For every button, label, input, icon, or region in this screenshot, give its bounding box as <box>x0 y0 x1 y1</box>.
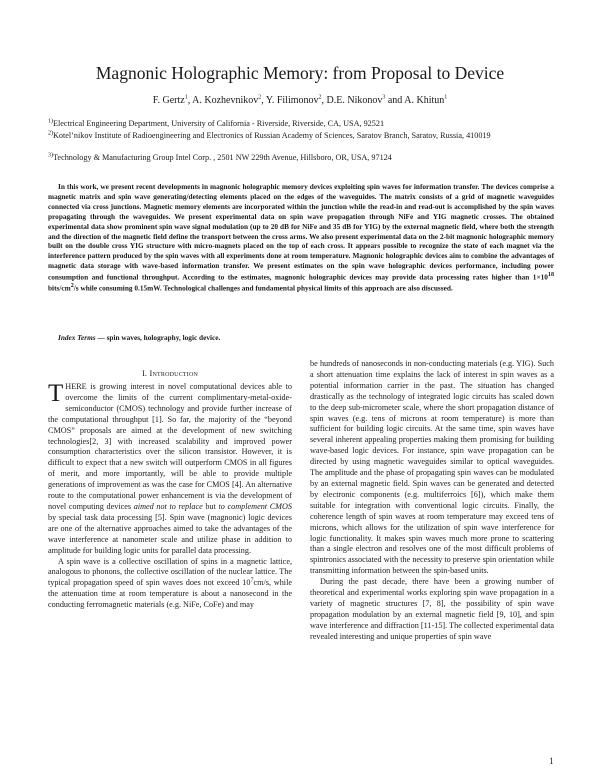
paper-title: Magnonic Holographic Memory: from Proposal to Device <box>95 63 505 83</box>
right-paragraph-1: be hundreds of nanoseconds in non-conducting materials (e.g. YIG). Such a short attenuation time explains the lack of interest in spin waves as a potential information carrier in the past. The situation has changed drastically as the technology of integrated logic circuits has scaled down to the deep sub-micrometer scale, where the short propagation distance of spin waves (e.g. tens of microns at room temperature) is more than sufficient for building logic circuits. At the same time, spin waves have several inherent appealing properties making them promising for building wave-based logic devices. For instance, spin wave propagation can be directed by using magnetic waveguides similar to optical waveguides. The amplitude and the phase of propagating spin waves can be modulated by an external magnetic field. Spin waves can be generated and detected by electronic components (e.g. multiferroics [6]), which make them suitable for integration with conventional logic circuits. Finally, the coherence length of spin waves at room temperature may exceed tens of microns, which allows for the utilization of spin wave interference for logic functionality. It makes spin waves much more prone to scattering than a single electron and resolves one of the most difficult problems of spintronics associated with the necessity to preserve spin orientation while transmitting information between the spin-based units. <box>310 359 554 576</box>
drop-cap: T <box>48 380 64 407</box>
right-column <box>310 359 554 643</box>
author: A. Kozhevnikov$^2$, <box>192 94 266 106</box>
author-list <box>0 94 600 107</box>
left-column <box>48 366 292 611</box>
author: Y. Filimonov$^2$, <box>265 94 327 106</box>
page-number: 1 <box>549 756 554 766</box>
affiliation-3: $^{3)}$Technology & Manufacturing Group Intel Corp. , 2501 NW 229th Avenue, Hillsboro, OR, USA, 97124 <box>48 152 392 162</box>
affiliation-1: $^{1)}$Electrical Engineering Department, University of California - Riverside, Riverside, CA, USA, 92521 <box>48 118 385 128</box>
affiliation-2: $^{2)}$Kotel’nikov Institute of Radioengineering and Electronics of Russian Academy of Sciences, Saratov Branch, Saratov, Russia, 410019 <box>48 130 491 140</box>
index-terms: Index Terms — spin waves, holography, logic device. <box>58 333 221 342</box>
author: F. Gertz$^1$, <box>152 94 193 106</box>
intro-paragraph-1: THERE is growing interest in novel computational devices able to overcome the limits of the current complimentary-metal-oxide-semiconductor (CMOS) technology and provide further increase of the computational throughput [1]. So far, the majority of the “beyond CMOS” proposals are aimed at the development of new switching technologies[2, 3] with increased scalability and improved power consumption characteristics over the silicon transistor. However, it is difficult to expect that a new switch will outperform CMOS in all figures of merit, and more importantly, will be able to provide multiple generations of improvement as was the case for CMOS [4]. An alternative route to the computational power enhancement is via the development of novel computing devices aimed not to replace but to complement CMOS by special task data processing [5]. Spin wave (magnonic) logic devices are one of the alternative approaches aimed to take the advantages of the wave interference at nanometer scale and utilize phase in addition to amplitude for building logic units for parallel data processing. <box>48 380 293 555</box>
author: D.E. Nikonov$^3$ and <box>326 94 405 106</box>
abstract: In this work, we present recent developments in magnonic holographic memory devices exploiting spin waves for information transfer. The devices comprise a magnetic matrix and spin wave generating/detecting elements placed on the edges of the waveguides. The matrix consists of a grid of magnetic waveguides connected via cross junctions. Magnetic memory elements are incorporated within the junction while the read-in and read-out is accomplished by the spin waves propagating through the waveguides. We present experimental data on spin wave propagation through NiFe and YIG magnetic crosses. The obtained experimental data show prominent spin wave signal modulation (up to 20 dB for NiFe and 35 dB for YIG) by the external magnetic field, where both the strength and the direction of the magnetic field define the transport between the cross arms. We also present experimental data on the 2-bit magnonic holographic memory built on the double cross YIG structure with micro-magnets placed on the top of each cross. It appears possible to recognize the state of each magnet via the interference pattern produced by the spin waves with all experiments done at room temperature. Magnonic holographic devices aim to combine the advantages of magnetic data storage with wave-based information transfer. We present estimates on the spin wave holographic devices performance, including power consumption and functional throughput. According to the estimates, magnonic holographic devices may provide data processing rates higher than $1\times 10^{18}$ bits/$cm^2/s$ while consuming 0.15mW. Technological challenges and fundamental physical limits of this approach are also discussed. <box>48 182 554 293</box>
intro-paragraph-2: A spin wave is a collective oscillation of spins in a magnetic lattice, analogous to phonons, the collective oscillation of the nuclear lattice. The typical propagation speed of spin waves does not exceed $10^7cm/s$, while the attenuation time at room temperature is about a nanosecond in the conducting ferromagnetic materials (e.g. NiFe, CoFe) and may <box>48 556 292 610</box>
right-paragraph-2: During the past decade, there have been a growing number of theoretical and experimental works exploring spin wave propagation in a variety of magnetic structures [7, 8], the possibility of spin wave propagation modulation by an external magnetic field [9, 10], and spin wave interference and diffraction [11-15]. The collected experimental data revealed interesting and unique properties of spin wave <box>310 577 554 641</box>
author: A. Khitun$^1$ <box>404 94 448 106</box>
section-heading: I. Introduction <box>141 369 199 378</box>
